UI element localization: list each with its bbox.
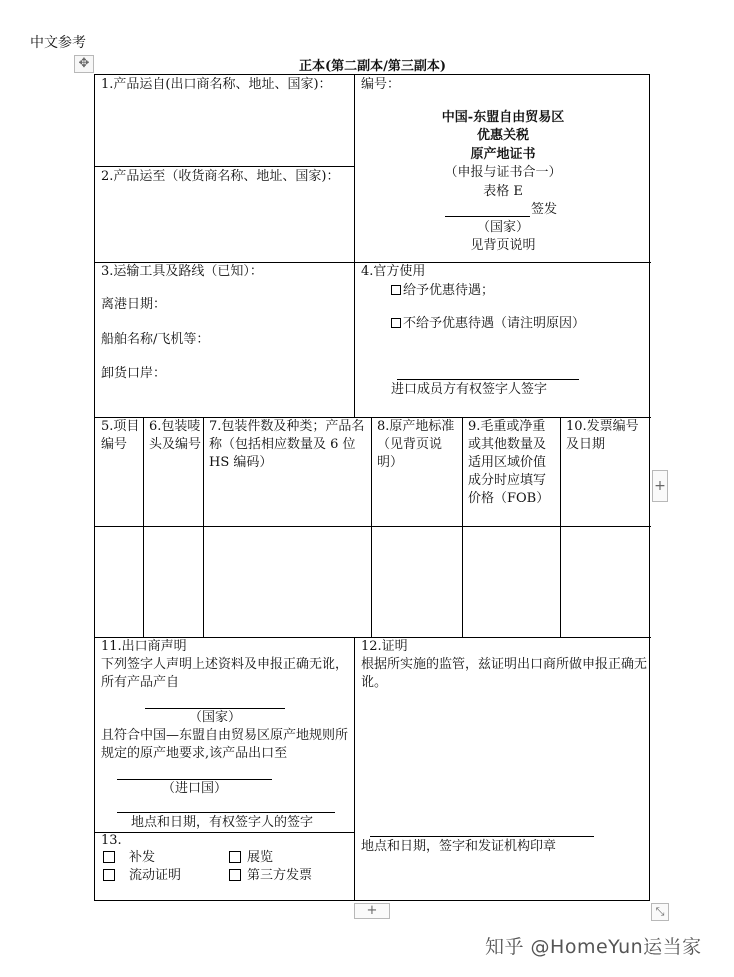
goods-header-item-number: 5.项目编号 — [101, 419, 140, 452]
cert-see-notes: 见背页说明 — [470, 238, 536, 253]
goods-header-invoice: 10.发票编号及日期 — [566, 419, 639, 452]
cert-title-line2: 优惠关税 — [476, 128, 529, 143]
goods-header-marks: 6.包装唛头及编号 — [149, 419, 202, 452]
divider-box11-box13 — [95, 832, 355, 833]
signatory-line — [397, 379, 579, 380]
goods-header-weight-fob: 9.毛重或净重或其他数量及适用区域价值成分时应填写价格（FOB） — [468, 419, 550, 506]
issued-retroactively-label: 补发 — [129, 850, 156, 865]
compliance-statement: 且符合中国—东盟自由贸易区原产地规则所规定的原产地要求,该产品出口至 — [101, 728, 349, 761]
add-row-icon[interactable]: + — [354, 903, 390, 919]
exhibition-label: 展览 — [247, 850, 274, 865]
certification-text: 根据所实施的监管，兹证明出口商所做申报正确无讹。 — [361, 657, 648, 690]
goods-header-description: 7.包装件数及种类；产品名称（包括相应数量及 6 位 HS 编码） — [209, 419, 365, 470]
divider-col-5-6 — [143, 417, 144, 637]
importing-signatory-label: 进口成员方有权签字人签字 — [391, 382, 548, 397]
add-column-icon[interactable]: + — [652, 470, 668, 502]
table-move-icon[interactable]: ✥ — [74, 55, 94, 73]
exporter-signature-line — [117, 812, 335, 813]
divider-col-7-8 — [371, 417, 372, 637]
preference-granted-option[interactable] — [391, 282, 494, 300]
document-title: 正本(第二副本/第三副本) — [298, 59, 447, 74]
checkbox-icon[interactable] — [391, 318, 401, 328]
movement-certificate-label: 流动证明 — [129, 868, 182, 883]
watermark: 知乎 @HomeYun运当家 — [485, 936, 702, 958]
issuing-country-line — [445, 216, 530, 217]
box12-label: 12.证明 — [361, 639, 408, 654]
box13-label: 13. — [101, 833, 122, 848]
box11-label: 11.出口商声明 — [101, 639, 187, 654]
departure-date-label: 离港日期： — [101, 297, 167, 312]
certificate-form — [94, 74, 650, 901]
cert-subtitle: （申报与证书合一） — [444, 165, 562, 180]
checkbox-icon[interactable] — [103, 851, 115, 863]
divider-col-9-10 — [560, 417, 561, 637]
preference-not-granted-label: 不给予优惠待遇（请注明原因） — [403, 316, 586, 331]
cert-issued-in: 签发 — [531, 202, 558, 217]
cert-country: （国家） — [476, 220, 529, 235]
origin-country-label: （国家） — [188, 710, 241, 725]
movement-certificate-option[interactable] — [103, 867, 181, 885]
port-of-discharge-label: 卸货口岸： — [101, 366, 167, 381]
preference-not-granted-option[interactable] — [391, 315, 585, 333]
divider-vertical-bottom — [354, 637, 355, 901]
reference-label: 中文参考 — [30, 35, 86, 51]
third-party-invoice-label: 第三方发票 — [247, 868, 313, 883]
cert-title-line3: 原产地证书 — [470, 147, 536, 162]
issued-retroactively-option[interactable] — [103, 849, 155, 867]
checkbox-icon[interactable] — [229, 851, 241, 863]
table-resize-icon[interactable]: ⤡ — [651, 903, 669, 921]
divider-col-6-7 — [203, 417, 204, 637]
goods-header-origin-criterion: 8.原产地标准（见背页说明） — [377, 419, 455, 470]
importing-country-label: （进口国） — [161, 781, 227, 796]
exporter-declaration: 下列签字人声明上述资料及申报正确无讹，所有产品产自 — [101, 657, 349, 690]
box2-label: 2.产品运至（收货商名称、地址、国家)： — [101, 169, 340, 184]
certifier-signature-line — [370, 836, 594, 837]
cert-number-label: 编号： — [361, 77, 401, 92]
cert-title-line1: 中国-东盟自由贸易区 — [441, 110, 565, 125]
checkbox-icon[interactable] — [103, 869, 115, 881]
cert-form-name: 表格 E — [483, 184, 523, 199]
vessel-name-label: 船舶名称/飞机等： — [101, 332, 210, 347]
divider-col-8-9 — [462, 417, 463, 637]
exhibition-option[interactable] — [229, 849, 273, 867]
box1-label: 1.产品运自(出口商名称、地址、国家)： — [101, 77, 332, 92]
divider-box1-box2 — [95, 166, 355, 167]
exporter-place-date-sign: 地点和日期，有权签字人的签字 — [131, 815, 314, 830]
certifier-place-date-sign: 地点和日期，签字和发证机构印章 — [361, 839, 557, 854]
checkbox-icon[interactable] — [229, 869, 241, 881]
preference-granted-label: 给予优惠待遇； — [403, 283, 495, 298]
divider-goods-header — [95, 526, 651, 527]
box4-label: 4.官方使用 — [361, 264, 426, 279]
box3-label: 3.运输工具及路线（已知）： — [101, 264, 263, 279]
third-party-invoice-option[interactable] — [229, 867, 312, 885]
checkbox-icon[interactable] — [391, 285, 401, 295]
